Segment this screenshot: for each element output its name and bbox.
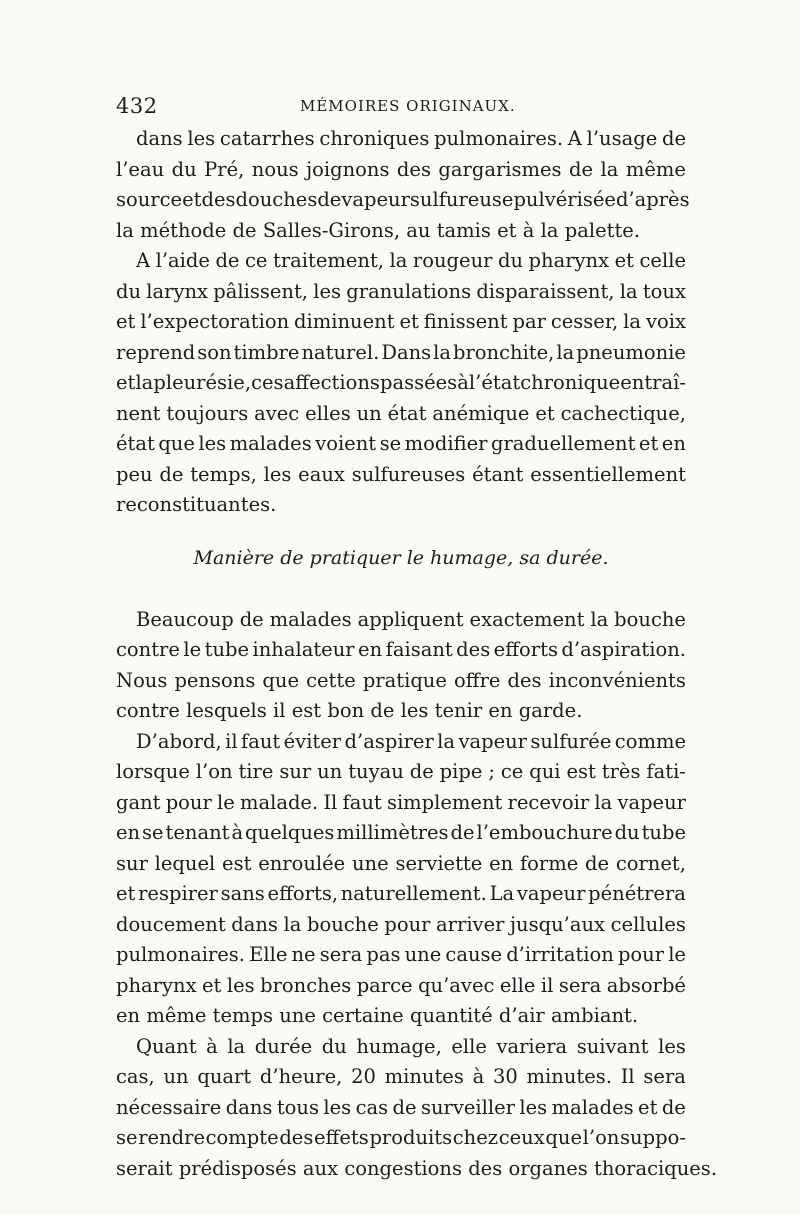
page-number: 432 — [116, 94, 158, 118]
text-line: état que les malades voient se modifier graduellement et en — [116, 432, 686, 455]
text-line: serait prédisposés aux congestions des organes thoraciques. — [116, 1156, 718, 1180]
text-line: doucement dans la bouche pour arriver jusqu’aux cellules — [116, 912, 686, 936]
text-line: nent toujours avec elles un état anémique et cachectique, — [116, 401, 686, 425]
text-line: contre lesquels il est bon de les tenir en garde. — [116, 699, 583, 722]
text-after-section — [116, 605, 718, 1185]
paragraph-p5 — [116, 1032, 718, 1185]
text-line: et la pleurésie, ces affections passées à l’état chronique entraî- — [116, 371, 686, 394]
paragraph-p3 — [116, 605, 686, 727]
text-line: l’eau du Pré, nous joignons des gargarismes de la même — [116, 157, 686, 181]
running-head: MÉMOIRES ORIGINAUX. — [300, 97, 516, 115]
text-line: reprend son timbre naturel. Dans la bronchite, la pneumonie — [116, 340, 686, 364]
text-line: peu de temps, les eaux sulfureuses étant essentiellement — [116, 462, 686, 486]
text-line: Quant à la durée du humage, elle variera suivant les — [136, 1034, 686, 1058]
text-line: sur lequel est enroulée une serviette en forme de cornet, — [116, 851, 686, 875]
paragraph-p4 — [116, 727, 686, 1032]
text-line: lorsque l’on tire sur un tuyau de pipe ; ce qui est très fati- — [116, 760, 686, 783]
page-header — [116, 94, 686, 124]
text-line: du larynx pâlissent, les granulations disparaissent, la toux — [116, 279, 686, 303]
text-line: se rendre compte des effets produits chez ceux que l’on suppo- — [116, 1126, 686, 1149]
text-line: en se tenant à quelques millimètres de l’embouchure du tube — [116, 821, 686, 844]
text-line: en même temps une certaine quantité d’air ambiant. — [116, 1004, 639, 1027]
text-line: reconstituantes. — [116, 493, 277, 516]
text-line: Nous pensons que cette pratique offre des inconvénients — [116, 668, 686, 692]
text-line: D’abord, il faut éviter d’aspirer la vapeur sulfurée comme — [136, 729, 686, 753]
text-line: source et des douches de vapeur sulfureuse pulvérisée d’après — [116, 188, 690, 211]
paragraph-p2 — [116, 246, 686, 521]
text-line: pulmonaires. Elle ne sera pas une cause d’irritation pour le — [116, 943, 686, 966]
text-line: et l’expectoration diminuent et finissent par cesser, la voix — [116, 310, 686, 333]
text-line: pharynx et les bronches parce qu’avec elle il sera absorbé — [116, 973, 686, 997]
text-line: nécessaire dans tous les cas de surveiller les malades et de — [116, 1095, 686, 1119]
text-line: contre le tube inhalateur en faisant des efforts d’aspiration. — [116, 638, 686, 661]
text-line: et respirer sans efforts, naturellement. La vapeur pénétrera — [116, 882, 686, 905]
body-text — [116, 124, 718, 1184]
text-line: Beaucoup de malades appliquent exactement la bouche — [136, 607, 686, 631]
text-line: gant pour le malade. Il faut simplement recevoir la vapeur — [116, 790, 686, 814]
text-line: A l’aide de ce traitement, la rougeur du pharynx et celle — [136, 249, 686, 272]
paragraph-p1 — [116, 124, 690, 246]
section-title: Manière de pratiquer le humage, sa durée. — [193, 546, 609, 569]
text-line: cas, un quart d’heure, 20 minutes à 30 minutes. Il sera — [116, 1065, 686, 1088]
text-line: dans les catarrhes chroniques pulmonaires. A l’usage de — [136, 127, 686, 150]
text-line: la méthode de Salles-Girons, au tamis et à la palette. — [116, 218, 641, 242]
text-before-section — [116, 124, 690, 521]
